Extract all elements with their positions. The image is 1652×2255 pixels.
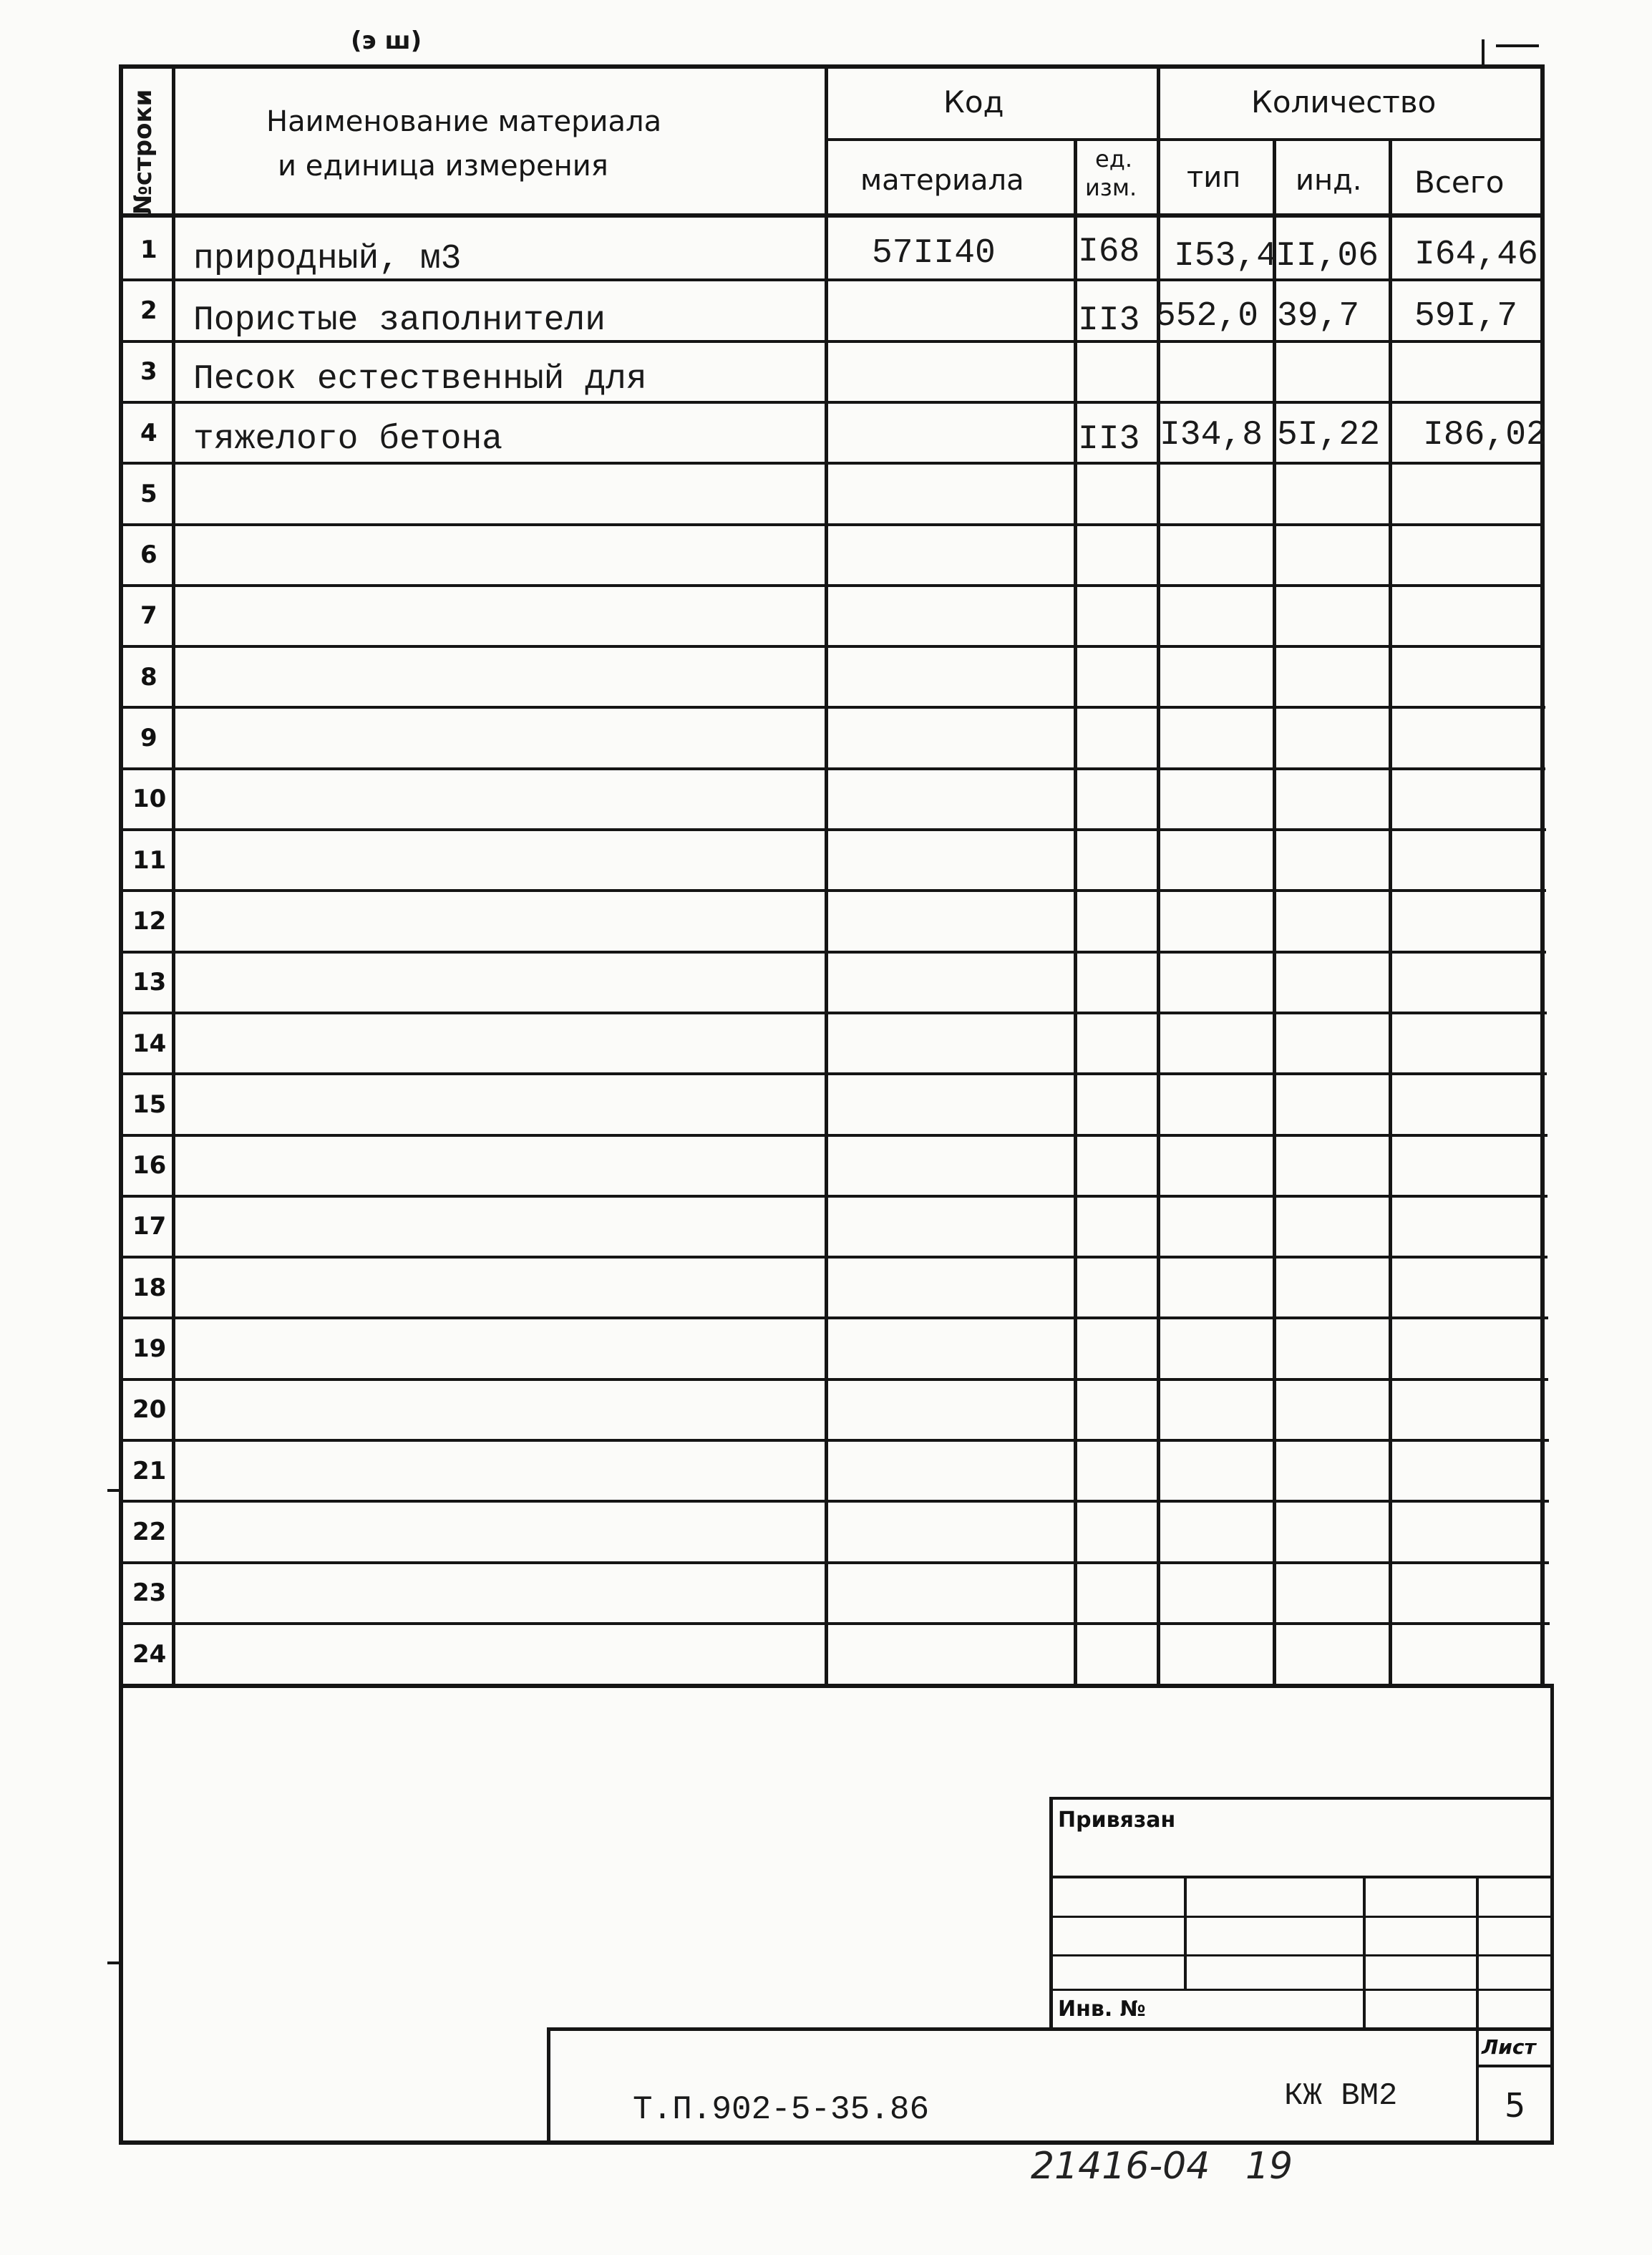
row-number: 21 (132, 1457, 167, 1485)
row-line (119, 889, 1546, 892)
row-number: 19 (132, 1334, 167, 1363)
row-number: 20 (132, 1395, 167, 1424)
row-number: 3 (140, 357, 157, 386)
header-unit-line2: изм. (1085, 174, 1137, 201)
row1-unit: I68 (1078, 233, 1140, 271)
stamp-v2 (1363, 1876, 1366, 2030)
row-number: 5 (140, 480, 157, 508)
header-code: Код (943, 84, 1004, 120)
row-line (119, 706, 1545, 709)
row-number: 22 (132, 1518, 167, 1546)
row-line (119, 1256, 1547, 1259)
row1-type: I53,4 (1174, 237, 1278, 276)
row-number: 6 (140, 540, 157, 569)
sheet-cell-line (1476, 2065, 1554, 2067)
title-block-top (547, 2027, 1554, 2031)
row-line (119, 1012, 1547, 1014)
row-line (119, 828, 1546, 831)
row1-name: природный, м3 (193, 240, 462, 278)
table-top-border (119, 64, 1543, 69)
row-line (119, 278, 1543, 281)
row-line (119, 1561, 1549, 1564)
row4-total: I86,02 (1423, 416, 1547, 455)
header-ind: инд. (1296, 164, 1362, 197)
stamp-inv-no: Инв. № (1058, 1997, 1146, 2022)
row-number: 11 (132, 846, 167, 875)
row-number: 4 (140, 419, 157, 447)
row1-total: I64,46 (1414, 236, 1538, 274)
row-line (119, 1378, 1548, 1381)
row2-ind: 39,7 (1277, 297, 1360, 336)
row-number: 15 (132, 1090, 167, 1119)
top-right-tick (1482, 39, 1485, 68)
header-quantity: Количество (1251, 84, 1437, 120)
row-number: 8 (140, 663, 157, 692)
stamp-sheet-no: 5 (1505, 2086, 1526, 2125)
row-line (119, 1622, 1550, 1625)
header-subline (825, 138, 1543, 141)
col-line-type (1273, 138, 1276, 1686)
row-line (119, 523, 1545, 526)
header-material: материала (860, 164, 1024, 197)
table-right-border (1540, 64, 1545, 1686)
row-number: 17 (132, 1212, 167, 1241)
frame-right-border (1550, 1684, 1554, 2144)
row-line (119, 1134, 1547, 1137)
row-number: 13 (132, 968, 167, 996)
stamp-sheet-label: Лист (1482, 2035, 1536, 2059)
footer-handwritten-number: 21416-04 19 (1031, 2145, 1293, 2188)
frame-bottom (119, 2140, 1554, 2145)
stamp-top (1049, 1797, 1554, 1800)
row-number: 23 (132, 1578, 167, 1607)
row-number: 24 (132, 1640, 167, 1669)
row-line (119, 1195, 1547, 1198)
row-line (119, 1439, 1549, 1442)
row-number: 18 (132, 1274, 167, 1302)
row3-name: Песок естественный для (193, 360, 647, 399)
stamp-designation: Т.П.902-5-35.86 (633, 2091, 930, 2128)
stamp-code: КЖ ВМ2 (1284, 2078, 1398, 2114)
row-number: 16 (132, 1151, 167, 1180)
table-left-border (119, 64, 123, 2144)
stamp-v1 (1184, 1876, 1187, 1990)
row-line (119, 462, 1544, 465)
header-total: Всего (1414, 165, 1505, 200)
frame-left-tick-1 (107, 1489, 122, 1492)
row-number: 10 (132, 785, 167, 813)
header-unit-line1: ед. (1095, 145, 1132, 173)
row-number: 7 (140, 601, 157, 630)
row4-name: тяжелого бетона (193, 420, 503, 459)
header-bottom (119, 213, 1543, 218)
row-line (119, 340, 1543, 343)
col-line-code (1074, 138, 1077, 1686)
row2-type: 552,0 (1155, 297, 1259, 336)
top-fragment: (э ш) (351, 26, 422, 55)
row2-total: 59I,7 (1414, 297, 1518, 336)
row-line (119, 767, 1545, 770)
row-line (119, 951, 1546, 954)
row-line (119, 401, 1544, 404)
row-line (119, 1316, 1548, 1319)
row-number: 9 (140, 724, 157, 752)
stamp-v3 (1476, 1876, 1479, 2144)
header-row-no: №строки (129, 89, 157, 215)
row1-ind: II,06 (1276, 237, 1379, 276)
title-block-left (547, 2027, 550, 2144)
header-type: тип (1187, 161, 1241, 194)
frame-left-tick-2 (107, 1961, 122, 1964)
col-line-rowno (172, 64, 175, 1686)
row4-unit: II3 (1078, 420, 1140, 459)
row-number: 14 (132, 1029, 167, 1058)
row-line (119, 1072, 1547, 1075)
row4-type: I34,8 (1160, 416, 1263, 455)
header-name-line2: и единица измерения (278, 150, 608, 183)
table-bottom (119, 1684, 1550, 1688)
header-name-line1: Наименование материала (266, 105, 662, 138)
stamp-privyazan: Привязан (1058, 1808, 1176, 1833)
col-line-ind (1389, 138, 1392, 1686)
row-number: 12 (132, 907, 167, 936)
stamp-left (1049, 1797, 1053, 2030)
col-line-name (825, 64, 828, 1686)
row-number: 2 (140, 296, 157, 325)
row-line (119, 584, 1545, 587)
row4-ind: 5I,22 (1277, 416, 1381, 455)
row-line (119, 1500, 1549, 1503)
row2-name: Пористые заполнители (193, 301, 606, 340)
row-line (119, 645, 1545, 648)
row2-unit: II3 (1078, 301, 1140, 340)
row1-code: 57II40 (872, 234, 996, 273)
row-number: 1 (140, 236, 157, 264)
top-right-tick2 (1496, 44, 1539, 47)
